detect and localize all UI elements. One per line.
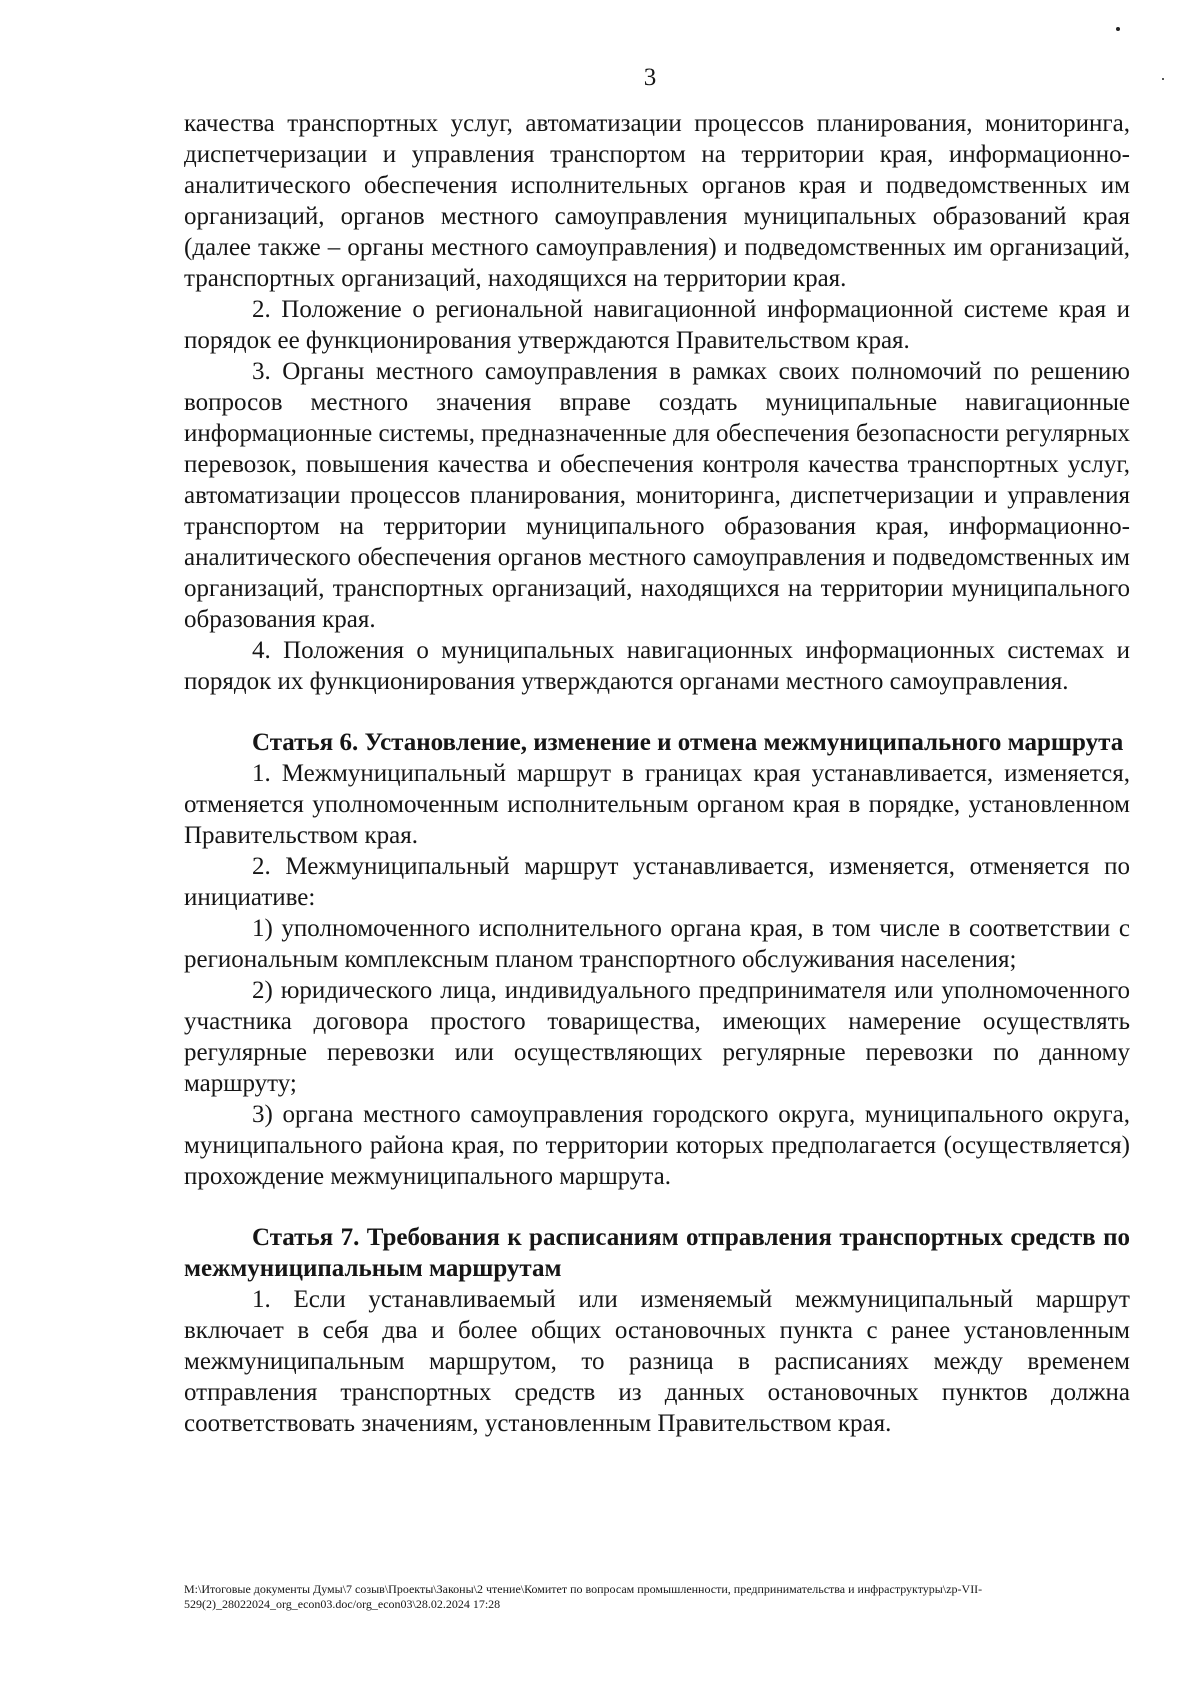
section-gap [184, 1192, 1130, 1222]
article-6-item-1: 1. Межмуниципальный маршрут в границах края устанавливается, изменяется, отменяется уполномоченным исполнительным органом края в порядке, установленном Правительством края. [184, 760, 1130, 849]
footer-path-line-1: M:\Итоговые документы Думы\7 созыв\Проекты\Законы\2 чтение\Комитет по вопросам промышленности, предпринимательства и инфраструктуры\zp-VII- [184, 1582, 983, 1596]
scan-speck [1116, 27, 1120, 31]
section-gap [184, 697, 1130, 727]
scan-speck [1162, 78, 1164, 80]
article-6-item-2: 2. Межмуниципальный маршрут устанавливается, изменяется, отменяется по инициативе: [184, 853, 1130, 911]
article-7-item-1: 1. Если устанавливаемый или изменяемый межмуниципальный маршрут включает в себя два и более общих остановочных пункта с ранее установленным межмуниципальным маршрутом, то разница в расписаниях между временем отправления транспортных средств из данных остановочных пунктов должна соответствовать значениям, установленным Правительством края. [184, 1286, 1130, 1437]
article-7-heading: Статья 7. Требования к расписаниям отправления транспортных средств по межмуниципальным маршрутам [184, 1224, 1130, 1282]
article-6-subitem-1: 1) уполномоченного исполнительного органа края, в том числе в соответствии с региональным комплексным планом транспортного обслуживания населения; [184, 915, 1130, 973]
article-6-subitem-3: 3) органа местного самоуправления городского округа, муниципального округа, муниципального района края, по территории которых предполагается (осуществляется) прохождение межмуниципального маршрута. [184, 1101, 1130, 1190]
item-3-paragraph: 3. Органы местного самоуправления в рамках своих полномочий по решению вопросов местного значения вправе создать муниципальные навигационные информационные системы, предназначенные для обеспечения безопасности регулярных перевозок, повышения качества и обеспечения контроля качества транспортных услуг, автоматизации процессов планирования, мониторинга, диспетчеризации и управления транспортом на территории муниципального образования края, информационно-аналитического обеспечения органов местного самоуправления и подведомственных им организаций, транспортных организаций, находящихся на территории муниципального образования края. [184, 358, 1130, 633]
article-6-subitem-2: 2) юридического лица, индивидуального предпринимателя или уполномоченного участника договора простого товарищества, имеющих намерение осуществлять регулярные перевозки или осуществляющих регулярные перевозки по данному маршруту; [184, 977, 1130, 1097]
file-path-footer [184, 1582, 1130, 1612]
intro-paragraph: качества транспортных услуг, автоматизации процессов планирования, мониторинга, диспетчеризации и управления транспортом на территории края, информационно-аналитического обеспечения исполнительных органов края и подведомственных им организаций, органов местного самоуправления муниципальных образований края (далее также – органы местного самоуправления) и подведомственных им организаций, транспортных организаций, находящихся на территории края. [184, 110, 1130, 292]
document-body [184, 108, 1130, 1439]
article-6-heading: Статья 6. Установление, изменение и отмена межмуниципального маршрута [252, 729, 1124, 756]
page-number: 3 [643, 64, 657, 91]
item-4-paragraph: 4. Положения о муниципальных навигационных информационных системах и порядок их функционирования утверждаются органами местного самоуправления. [184, 637, 1130, 695]
item-2-paragraph: 2. Положение о региональной навигационной информационной системе края и порядок ее функционирования утверждаются Правительством края. [184, 296, 1130, 354]
footer-path-line-2: 529(2)_28022024_org_econ03.doc/org_econ03\28.02.2024 17:28 [184, 1597, 501, 1611]
